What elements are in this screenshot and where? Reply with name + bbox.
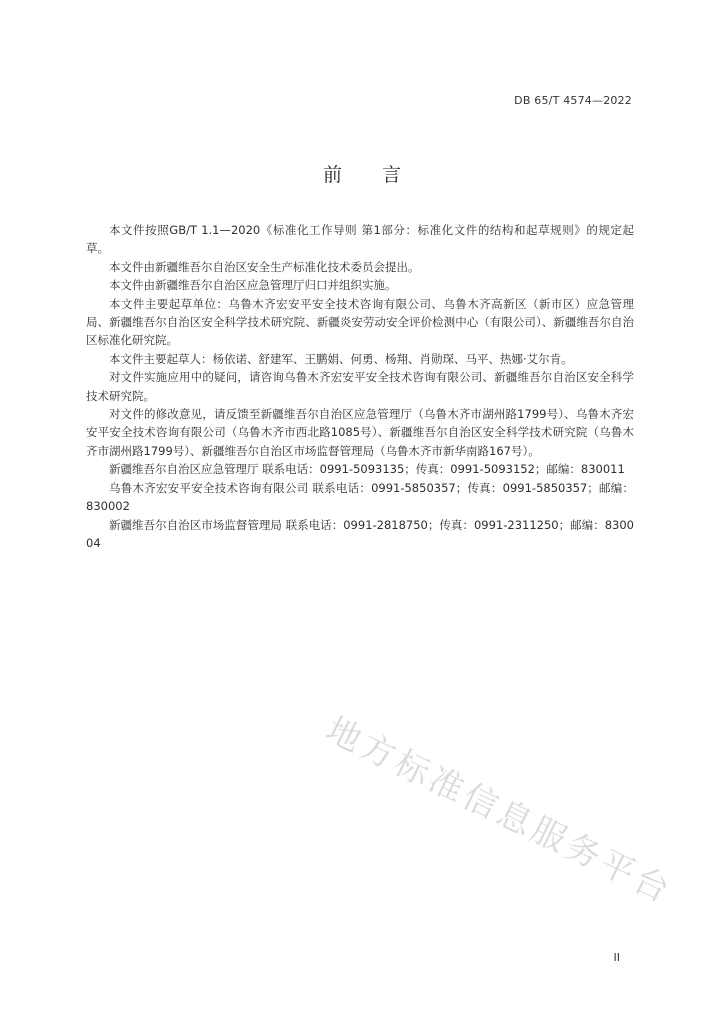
contact-market-supervision: 新疆维吾尔自治区市场监督管理局 联系电话：0991-2818750；传真：0991-2311250；邮编：830004 — [86, 517, 634, 550]
paragraph-managed-by: 本文件由新疆维吾尔自治区应急管理厅归口并组织实施。 — [109, 278, 397, 293]
paragraph-drafters: 本文件主要起草人：杨依诺、舒建军、王鹏娟、何勇、杨翔、肖勋琛、马平、热娜·艾尔肯。 — [109, 351, 573, 366]
foreword-body — [86, 221, 634, 552]
paragraph-feedback: 对文件的修改意见，请反馈至新疆维吾尔自治区应急管理厅（乌鲁木齐市湖州路1799号）、乌鲁木齐宏安平安全技术咨询有限公司（乌鲁木齐市西北路1085号）、新疆维吾尔自治区安全科学技术研究院（乌鲁木齐市湖州路1799号）、新疆维吾尔自治区市场监督管理局（乌鲁木齐市新华南路167号）。 — [86, 407, 634, 458]
contact-emergency-dept: 新疆维吾尔自治区应急管理厅 联系电话：0991-5093135；传真：0991-5093152；邮编：830011 — [109, 462, 625, 477]
contact-consulting-company: 乌鲁木齐宏安平安全技术咨询有限公司 联系电话：0991-5850357；传真：0991-5850357；邮编：830002 — [86, 480, 634, 514]
paragraph-drafting-rules: 本文件按照GB/T 1.1—2020《标准化工作导则 第1部分：标准化文件的结构和起草规则》的规定起草。 — [86, 223, 634, 256]
paragraph-inquiries: 对文件实施应用中的疑问，请咨询乌鲁木齐宏安平安全技术咨询有限公司、新疆维吾尔自治区安全科学技术研究院。 — [86, 370, 634, 403]
paragraph-proposed-by: 本文件由新疆维吾尔自治区安全生产标准化技术委员会提出。 — [109, 259, 420, 274]
page-number: II — [613, 951, 620, 964]
document-code: DB 65/T 4574—2022 — [514, 94, 632, 107]
watermark: 地方标准信息服务平台 — [319, 709, 679, 913]
page-title: 前言 — [322, 164, 441, 186]
paragraph-drafting-units: 本文件主要起草单位：乌鲁木齐宏安平安全技术咨询有限公司、乌鲁木齐高新区（新市区）应急管理局、新疆维吾尔自治区安全科学技术研究院、新疆炎安劳动安全评价检测中心（有限公司）、新疆维吾尔自治区标准化研究院。 — [86, 296, 634, 348]
